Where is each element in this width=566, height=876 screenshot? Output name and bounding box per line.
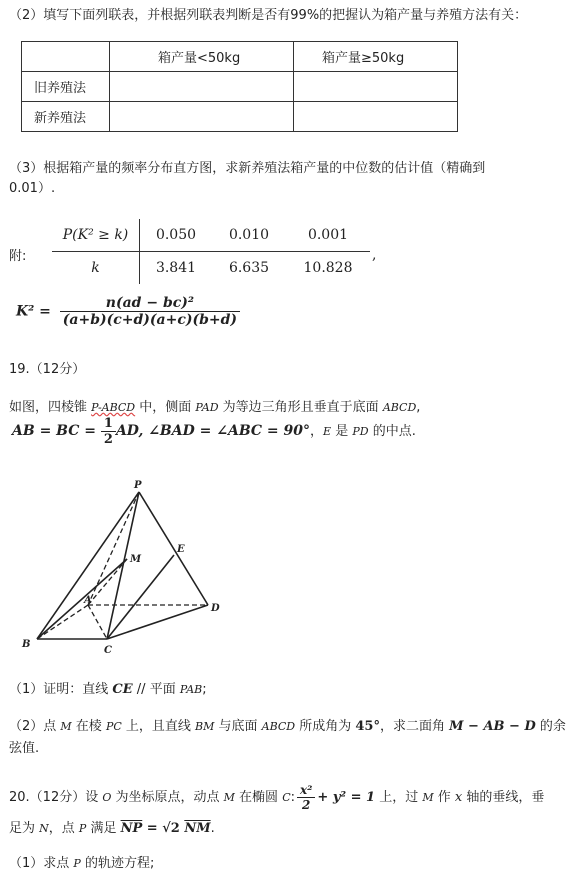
table-header-cell: 箱产量≥50kg — [294, 42, 458, 72]
table-cell: 6.635 — [228, 260, 270, 276]
fraction-numerator: 1 — [101, 416, 116, 432]
table-cell — [110, 102, 294, 132]
text-run: 与底面 — [214, 719, 262, 734]
text-run: 20.（12分）设 — [9, 790, 103, 805]
label-d: D — [211, 603, 220, 614]
ellipse-equation: + y² = 1 — [317, 790, 376, 805]
text-run: 是 — [331, 424, 353, 439]
text-run: 作 — [433, 790, 455, 805]
vector-nm: $\overline{NM}$ — [184, 821, 211, 836]
label-c: C — [104, 645, 112, 656]
problem19-line1 — [9, 396, 420, 415]
text-run: 在椭圆 — [234, 790, 283, 805]
text-run: 上，且直线 — [121, 719, 196, 734]
base-abcd: ABCD — [382, 401, 417, 414]
text-run: ， — [310, 424, 324, 439]
condition-angles: AD, ∠BAD = ∠ABC = 90° — [115, 423, 311, 439]
text-run: : — [290, 790, 295, 805]
problem19-line2 — [12, 416, 416, 447]
x-axis: x — [454, 790, 463, 805]
vector-equation: = √2 — [142, 821, 185, 836]
angle-value: 45° — [355, 719, 380, 734]
plane-pab: PAB — [179, 683, 203, 696]
text-run: , — [416, 400, 421, 415]
table-cell: 0.010 — [212, 219, 286, 252]
face-pad: PAD — [195, 401, 219, 414]
text-run: 的余 — [535, 719, 566, 734]
critical-value-table — [52, 219, 370, 284]
table-cell: 0.050 — [140, 219, 213, 252]
point-m: M — [60, 720, 72, 733]
edge-ab-hidden — [37, 605, 88, 639]
part2-text: （2）填写下面列联表，并根据列联表判断是否有99%的把握认为箱产量与养殖方法有关： — [9, 8, 528, 23]
table-row — [52, 252, 370, 285]
fraction-denominator: 2 — [302, 798, 311, 812]
edge-pd: PD — [352, 425, 369, 438]
segment-bm — [37, 559, 127, 639]
point-p: P — [78, 822, 87, 835]
fraction-numerator: x² — [297, 783, 315, 798]
text-run: 为坐标原点，动点 — [111, 790, 224, 805]
dihedral-angle: M − AB − D — [449, 719, 536, 734]
edge-pd-line — [139, 492, 208, 605]
text-run: 中，侧面 — [135, 400, 196, 415]
text-run: 所成角为 — [295, 719, 356, 734]
row-head-k: k — [52, 252, 140, 285]
x-squared-fraction — [297, 783, 315, 812]
label-e: E — [177, 544, 185, 555]
text-run: （2）点 — [9, 719, 61, 734]
text-run: 为等边三角形且垂直于底面 — [218, 400, 383, 415]
problem19-q1 — [9, 678, 207, 697]
problem20-q1 — [9, 852, 154, 871]
problem20-line1 — [9, 783, 544, 812]
text-run: 上，过 — [375, 790, 423, 805]
edge-pa-hidden — [88, 492, 139, 605]
text-run: . — [210, 821, 215, 836]
segment-am-hidden — [88, 559, 127, 605]
problem19-q2-line2: 弦值. — [9, 741, 40, 756]
label-a: A — [84, 595, 92, 606]
line-bm: BM — [195, 720, 215, 733]
label-m: M — [130, 554, 142, 565]
edge-ac-hidden — [88, 605, 107, 639]
formula-denominator: (a+b)(c+d)(a+c)(b+d) — [62, 312, 238, 328]
table-cell — [110, 72, 294, 102]
table-cell — [294, 102, 458, 132]
line-ce: CE — [112, 682, 133, 697]
text-run: 足为 — [9, 821, 40, 836]
formula — [16, 295, 240, 328]
point-m: M — [422, 791, 434, 804]
text-run: （1）证明：直线 — [9, 682, 113, 697]
point-e: E — [323, 425, 332, 438]
point-p: P — [73, 857, 81, 870]
text-run: ，求二面角 — [379, 719, 450, 734]
base-abcd: ABCD — [261, 720, 296, 733]
part3-line2: 0.01）. — [9, 181, 56, 196]
text-run: 如图，四棱锥 — [9, 400, 92, 415]
table-row — [22, 72, 458, 102]
text-run: 满足 — [86, 821, 121, 836]
pyramid-name: P-ABCD — [91, 401, 136, 414]
half-fraction — [101, 416, 116, 447]
problem20-line2 — [9, 817, 215, 836]
pyramid-figure — [0, 475, 260, 660]
label-b: B — [22, 639, 31, 650]
text-run: 在棱 — [71, 719, 106, 734]
fraction-denominator: 2 — [103, 432, 113, 447]
text-run: // 平面 — [132, 682, 180, 697]
point-m: M — [223, 791, 235, 804]
table-cell: 3.841 — [155, 260, 197, 276]
table-cell — [22, 42, 110, 72]
label-p: P — [134, 480, 142, 491]
edge-cd — [107, 605, 208, 639]
edge-pc-label: PC — [105, 720, 122, 733]
problem19-q2 — [9, 715, 566, 734]
problem19-header: 19.（12分） — [9, 362, 86, 377]
text-run: 的中点. — [368, 424, 416, 439]
table-cell: 10.828 — [303, 260, 353, 276]
table-cell — [294, 72, 458, 102]
vector-np: $\overline{NP}$ — [120, 821, 143, 836]
table-row — [52, 219, 370, 252]
ellipse-c: C — [282, 791, 291, 804]
table-row — [22, 42, 458, 72]
appendix-comma: , — [372, 247, 377, 263]
formula-numerator: n(ad − bc)² — [60, 295, 240, 312]
table-row-header: 新养殖法 — [22, 102, 110, 132]
appendix-label: 附: — [9, 249, 27, 264]
point-n: N — [39, 822, 49, 835]
text-run: 的轨迹方程; — [80, 856, 155, 871]
row-head-p: P(K² ≥ k) — [52, 219, 140, 252]
text-run: （1）求点 — [9, 856, 74, 871]
text-run: ，点 — [48, 821, 79, 836]
origin-o: O — [102, 791, 112, 804]
contingency-table — [21, 41, 458, 132]
text-run: ; — [202, 682, 207, 697]
formula-lhs: K² = — [16, 303, 51, 320]
table-cell: 0.001 — [286, 219, 370, 252]
table-row-header: 旧养殖法 — [22, 72, 110, 102]
text-run: 轴的垂线，垂 — [462, 790, 545, 805]
part3-line1: （3）根据箱产量的频率分布直方图，求新养殖法箱产量的中位数的估计值（精确到 — [9, 161, 486, 176]
condition-ab-bc: AB = BC = — [12, 423, 101, 439]
table-row — [22, 102, 458, 132]
table-header-cell: 箱产量<50kg — [110, 42, 294, 72]
formula-fraction — [60, 295, 240, 328]
